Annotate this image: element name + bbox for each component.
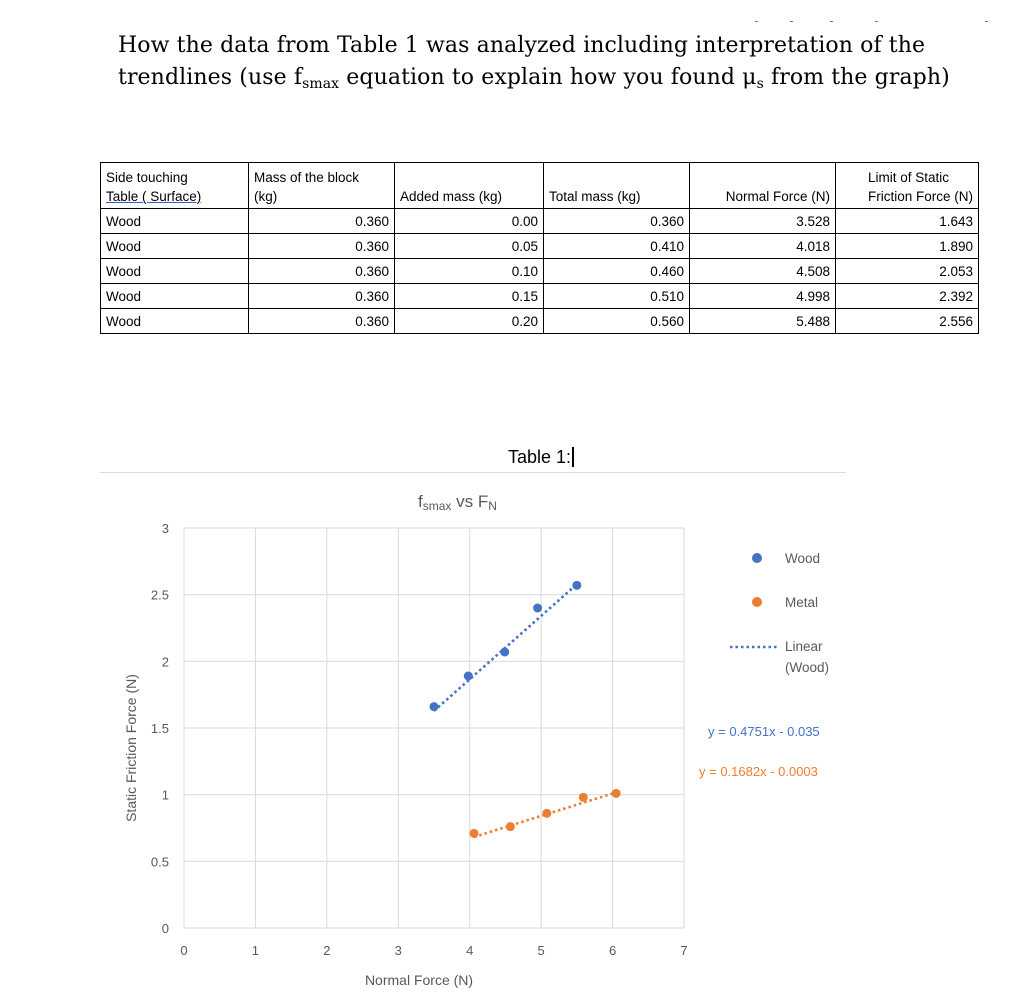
header-total-mass: Total mass (kg) <box>544 163 690 209</box>
table-cell: 2.556 <box>836 309 979 334</box>
chart-legend <box>730 551 829 675</box>
table-cell: 2.053 <box>836 259 979 284</box>
data-point-metal <box>542 809 551 818</box>
table-caption[interactable]: Table 1: <box>508 447 574 468</box>
table-cell: 3.528 <box>690 209 836 234</box>
trendline-equation-wood: y = 0.4751x - 0.035 <box>708 724 820 739</box>
table-row <box>101 259 979 284</box>
table-cell: 4.018 <box>690 234 836 259</box>
header-surface: Side touching Table ( Surface) <box>101 163 249 209</box>
table-cell: 0.460 <box>544 259 690 284</box>
table-cell: 0.360 <box>249 309 395 334</box>
table-header-row <box>101 163 979 209</box>
heading-line-2: trendlines (use $f_{smax}$ equation to explain how you found $\mu_s$ from the graph) <box>118 65 950 92</box>
table-cell: 0.00 <box>395 209 544 234</box>
chart-top-border <box>100 472 846 473</box>
x-tick-label: 7 <box>680 943 688 958</box>
table-cell: 1.890 <box>836 234 979 259</box>
legend-label-wood: Wood <box>785 551 821 566</box>
table-cell: Wood <box>101 309 249 334</box>
legend-marker-metal <box>752 597 762 607</box>
table-row <box>101 234 979 259</box>
table-cell: Wood <box>101 284 249 309</box>
table-cell: 1.643 <box>836 209 979 234</box>
legend-label-linear-wood: (Wood) <box>785 660 830 675</box>
header-added-mass: Added mass (kg) <box>395 163 544 209</box>
header-block-mass: Mass of the block (kg) <box>249 163 395 209</box>
table-cell: 0.560 <box>544 309 690 334</box>
chart-tick-labels <box>151 521 688 958</box>
x-tick-label: 6 <box>608 943 617 958</box>
table-cell: 0.360 <box>249 209 395 234</box>
legend-label-metal: Metal <box>785 595 819 610</box>
table-cell: 0.20 <box>395 309 544 334</box>
table-cell: 0.410 <box>544 234 690 259</box>
legend-label-linear: Linear <box>785 639 823 654</box>
table-row <box>101 209 979 234</box>
x-tick-label: 2 <box>323 943 331 958</box>
heading-line-1: How the data from Table 1 was analyzed including interpretation of the <box>118 33 926 58</box>
trendline-equation-metal: y = 0.1682x - 0.0003 <box>699 764 818 779</box>
table-cell: 0.05 <box>395 234 544 259</box>
text-cursor <box>572 447 574 467</box>
data-point-wood <box>430 702 439 711</box>
data-points <box>430 581 621 838</box>
data-point-metal <box>612 789 621 798</box>
header-normal-force: Normal Force (N) <box>690 163 836 209</box>
table-cell: Wood <box>101 259 249 284</box>
data-point-metal <box>579 793 588 802</box>
y-tick-label: 3 <box>161 521 169 536</box>
y-axis-title: Static Friction Force (N) <box>123 674 139 822</box>
data-table-1 <box>100 162 979 334</box>
y-tick-label: 0.5 <box>150 854 169 870</box>
table-cell: 0.10 <box>395 259 544 284</box>
table-row <box>101 309 979 334</box>
data-point-wood <box>500 648 509 657</box>
table-cell: 4.998 <box>690 284 836 309</box>
data-point-metal <box>470 829 479 838</box>
y-tick-label: 1.5 <box>150 721 169 736</box>
legend-marker-wood <box>752 553 762 563</box>
table-cell: 0.360 <box>249 284 395 309</box>
table-cell: Wood <box>101 209 249 234</box>
y-tick-label: 1 <box>161 787 169 803</box>
x-tick-label: 1 <box>251 943 260 958</box>
table-cell: 5.488 <box>690 309 836 334</box>
scatter-chart <box>100 505 860 1000</box>
data-point-wood <box>464 672 473 681</box>
x-tick-label: 4 <box>466 943 474 958</box>
x-tick-label: 5 <box>537 943 545 958</box>
header-friction-force: Limit of Static Friction Force (N) <box>836 163 979 209</box>
table-cell: 0.360 <box>544 209 690 234</box>
table-cell: 4.508 <box>690 259 836 284</box>
table-cell: 0.15 <box>395 284 544 309</box>
y-tick-label: 2.5 <box>150 587 169 603</box>
x-axis-title: Normal Force (N) <box>364 972 474 988</box>
y-tick-label: 2 <box>161 654 169 670</box>
trendlines <box>434 584 616 837</box>
chart-title: $f_{smax}$ vs $F_N$ <box>418 492 497 513</box>
data-point-wood <box>572 581 581 590</box>
question-heading <box>118 30 998 100</box>
table-cell: 0.510 <box>544 284 690 309</box>
data-point-metal <box>506 822 515 831</box>
table-cell: Wood <box>101 234 249 259</box>
y-tick-label: 0 <box>161 921 169 936</box>
x-tick-label: 0 <box>180 943 188 958</box>
table-cell: 2.392 <box>836 284 979 309</box>
chart-grid <box>184 528 684 928</box>
table-cell: 0.360 <box>249 234 395 259</box>
table-row <box>101 284 979 309</box>
data-point-wood <box>533 604 542 613</box>
x-tick-label: 3 <box>394 943 402 958</box>
table-cell: 0.360 <box>249 259 395 284</box>
